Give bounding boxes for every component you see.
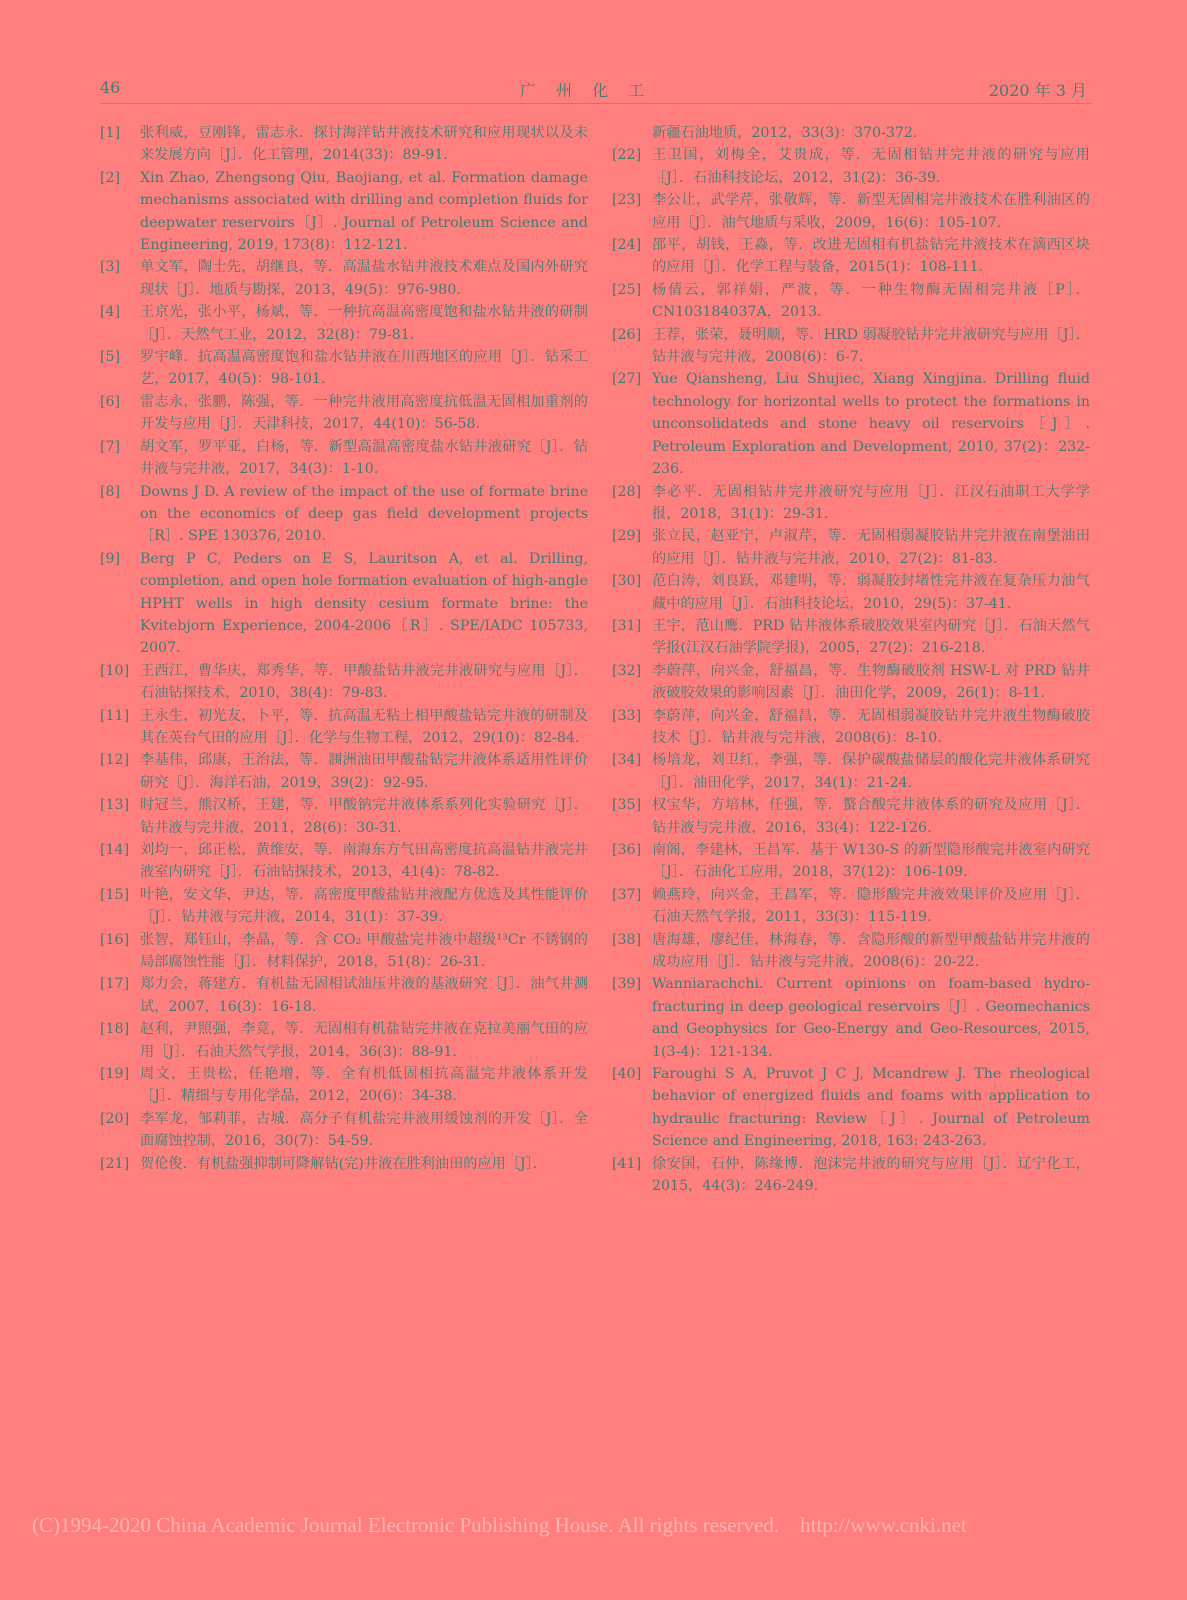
reference-item [612,973,1090,1063]
reference-item [612,615,1090,660]
reference-number: [15] [100,886,130,903]
reference-number: [9] [100,550,121,567]
reference-text: 唐海雄，廖纪佳，林海春，等．含隐形酸的新型甲酸盐钻井完井液的成功应用［J］．钻井液与完井液，2008(6)：20-22. [652,931,1090,971]
reference-text: 李公让，武学芹，张敬辉，等．新型无固相完井液技术在胜利油区的应用［J］．油气地质与采收，2009，16(6)：105-107. [652,192,1090,231]
reference-item [612,279,1090,324]
reference-item [100,301,588,346]
reference-number: [23] [612,192,642,209]
reference-text: 南阁，李建林，王昌军．基于 W130-S 的新型隐形酸完井液室内研究［J］．石油化工应用，2018，37(12)：106-109. [652,842,1090,881]
reference-text: 雷志永，张鹏，陈强，等．一种完井液用高密度抗低温无固相加重剂的开发与应用［J］．天津科技，2017，44(10)：56-58. [140,393,588,433]
reference-continuation: 新疆石油地质，2012，33(3)：370-372. [652,125,918,141]
reference-number: [29] [612,528,642,545]
reference-item [612,234,1090,279]
issue-date: 2020 年 3 月 [988,81,1087,100]
reference-number: [6] [100,393,121,410]
reference-item [100,973,588,1018]
copyright-footer: (C)1994-2020 China Academic Journal Electronic Publishing House. All rights reserved. http://www.cnki.net [32,1513,967,1537]
reference-item [612,794,1090,839]
reference-number: [31] [612,617,642,634]
reference-item [100,1063,588,1108]
reference-text: 李蔚萍，向兴金，舒福昌，等．生物酶破胶剂 HSW-L 对 PRD 钻井液破胶效果的影响因素［J］．油田化学，2009，26(1)：8-11. [652,662,1090,702]
reference-item [612,839,1090,884]
reference-text: 时冠兰，熊汉桥，王建，等．甲酸钠完井液体系系列化实验研究［J］．钻井液与完井液，2011，28(6)：30-31. [140,797,588,836]
reference-item [100,346,588,391]
reference-number: [35] [612,797,642,814]
reference-item [100,256,588,301]
reference-text: Downs J D. A review of the impact of the use of formate brine on the economics of deep gas field development projects［R］. SPE 130376, 2010. [140,483,588,545]
reference-text: 张智，郑钰山，李晶，等．含 CO₂ 甲酸盐完井液中超级¹³Cr 不锈钢的局部腐蚀性能［J］．材料保护，2018，51(8)：26-31. [140,931,588,971]
reference-text: 王荐，张荣，聂明顺，等．HRD 弱凝胶钻井完井液研究与应用［J］．钻井液与完井液，2008(6)：6-7. [652,326,1090,366]
reference-item [100,660,588,705]
reference-number: [13] [100,797,130,814]
reference-text: 周文，王贵松，任艳增，等．全有机低固相抗高温完井液体系开发［J］．精细与专用化学品，2012，20(6)：34-38. [140,1066,588,1105]
reference-text: 徐安国，石仲，陈缘博．泡沫完井液的研究与应用［J］．辽宁化工，2015，44(3)：246-249. [652,1155,1090,1195]
reference-item [612,749,1090,794]
reference-number: [38] [612,931,642,948]
reference-item [612,144,1090,189]
reference-item [100,436,588,481]
reference-number: [21] [100,1155,130,1172]
reference-number: [5] [100,349,121,366]
reference-item [612,884,1090,929]
reference-item [100,794,588,839]
reference-item [612,525,1090,570]
reference-item [100,167,588,257]
reference-number: [11] [100,707,130,724]
reference-number: [25] [612,281,642,298]
reference-number: [26] [612,326,642,343]
reference-column-right [612,122,1090,1198]
reference-text: 李必平．无固相钻井完井液研究与应用［J］．江汉石油职工大学学报，2018，31(1)：29-31. [652,483,1090,522]
reference-text: Xin Zhao, Zhengsong Qiu, Baojiang, et al. Formation damage mechanisms associated with drilling and completion fluids for deepwater reservoirs［J］. Journal of Petroleum Science and Engineering, 2019, 173(8)：112-121. [140,169,588,254]
reference-item [100,884,588,929]
reference-text: 张立民，赵亚宁，卢淑芹，等．无固相弱凝胶钻井完井液在南堡油田的应用［J］．钻井液与完井液，2010，27(2)：81-83. [652,528,1090,567]
reference-text: 单文军，陶士先，胡继良，等．高温盐水钻井液技术难点及国内外研究现状［J］．地质与勘探，2013，49(5)：976-980. [140,259,588,298]
reference-number: [10] [100,662,130,679]
reference-text: 李蔚萍，向兴金，舒福昌，等．无固相弱凝胶钻井完井液生物酶破胶技术［J］．钻井液与完井液，2008(6)：8-10. [652,707,1090,746]
reference-text: 赖燕玲，向兴金，王昌军，等．隐形酸完井液效果评价及应用［J］．石油天然气学报，2011，33(3)：115-119. [652,886,1090,926]
reference-number: [39] [612,976,642,993]
reference-item [612,1063,1090,1153]
reference-text: 李军龙，邹莉菲，古城．高分子有机盐完井液用缓蚀剂的开发［J］．全面腐蚀控制，2016，30(7)：54-59. [140,1110,588,1150]
reference-column-left [100,122,588,1175]
reference-number: [24] [612,237,642,254]
reference-text: 权宝华，方培林，任强，等．螯合酸完井液体系的研究及应用［J］．钻井液与完井液，2016，33(4)：122-126. [652,797,1090,836]
reference-number: [34] [612,752,642,769]
reference-text: 杨培龙，刘卫红，李强，等．保护碳酸盐储层的酸化完井液体系研究［J］．油田化学，2017，34(1)：21-24. [652,752,1090,791]
reference-text: 杨倩云，郭祥娟，严波，等．一种生物酶无固相完井液［P］．CN103184037A，2013. [652,281,1090,321]
reference-item [612,1153,1090,1198]
reference-number: [8] [100,483,121,500]
reference-number: [1] [100,125,121,141]
reference-number: [40] [612,1066,642,1083]
reference-text: 叶艳，安文华，尹达，等．高密度甲酸盐钻井液配方优选及其性能评价［J］．钻井液与完井液，2014，31(1)：37-39. [140,886,588,926]
reference-number: [41] [612,1155,642,1172]
reference-item [100,1108,588,1153]
reference-text: 王京光，张小平，杨斌，等．一种抗高温高密度饱和盐水钻井液的研制［J］．天然气工业，2012，32(8)：79-81. [140,304,588,343]
journal-title: 广州化工 [520,81,665,100]
reference-item [100,548,588,660]
reference-item [100,839,588,884]
reference-text: 王西江，曹华庆，郑秀华，等．甲酸盐钻井液完井液研究与应用［J］．石油钻探技术，2010，38(4)：79-83. [140,662,588,702]
reference-item [100,705,588,750]
reference-text: 王宇，范山鹰．PRD 钻井液体系破胶效果室内研究［J］．石油天然气学报(江汉石油学院学报)，2005，27(2)：216-218. [652,617,1090,657]
reference-number: [16] [100,931,130,948]
reference-item [612,481,1090,526]
reference-item [612,570,1090,615]
reference-item [100,122,588,167]
reference-item [612,324,1090,369]
reference-number: [22] [612,147,642,164]
reference-item [100,1153,588,1175]
reference-text: 王卫国，刘梅全，艾贵成，等．无固相钻井完井液的研究与应用［J］．石油科技论坛，2012，31(2)：36-39. [652,147,1090,186]
reference-text: 李基伟，邱康，王治法，等．涠洲油田甲酸盐钻完井液体系适用性评价研究［J］．海洋石油，2019，39(2)：92-95. [140,752,588,791]
reference-number: [20] [100,1110,130,1127]
reference-number: [4] [100,304,121,321]
reference-number: [14] [100,842,130,858]
reference-number: [3] [100,259,121,276]
reference-item [100,1018,588,1063]
reference-number: [18] [100,1021,130,1038]
header-rule [100,103,1091,104]
reference-text: 贺伦俊．有机盐强抑制可降解钻(完)井液在胜利油田的应用［J］． [140,1155,547,1172]
reference-text: Yue Qiansheng, Liu Shujiec, Xiang Xingjina. Drilling fluid technology for horizontal wells to protect the formations in unconsolidateds and stone heavy oil reservoirs［J］. Petroleum Exploration and Development, 2010, 37(2)：232-236. [652,371,1090,478]
reference-text: 胡文军，罗平亚，白杨，等．新型高温高密度盐水钻井液研究［J］．钻井液与完井液，2017，34(3)：1-10. [140,438,588,478]
reference-item [100,749,588,794]
reference-item [100,391,588,436]
reference-text: Wanniarachchi. Current opinions on foam-based hydro-fracturing in deep geological reservoirs［J］. Geomechanics and Geophysics for Geo-Energy and Geo-Resources, 2015, 1(3-4)：121-134. [652,976,1090,1060]
page-number: 46 [100,78,121,97]
reference-number: [2] [100,169,121,186]
reference-text: 张利威，豆刚锋，雷志永．探讨海洋钻井液技术研究和应用现状以及未来发展方向［J］．化工管理，2014(33)：89-91. [140,125,588,164]
reference-item [612,660,1090,705]
reference-text: 邵平，胡钱，王淼，等．改进无固相有机盐钻完井液技术在滴西区块的应用［J］．化学工程与装备，2015(1)：108-111. [652,237,1090,276]
reference-text: 范白涛，刘良跃，邓建明，等．弱凝胶封堵性完井液在复杂压力油气藏中的应用［J］．石油科技论坛，2010，29(5)：37-41. [652,573,1090,612]
reference-text: 赵利，尹照强，李竞，等．无固相有机盐钻完井液在克拉美丽气田的应用［J］．石油天然气学报，2014，36(3)：88-91. [140,1021,588,1060]
reference-number: [7] [100,438,121,455]
reference-text: 罗宇峰．抗高温高密度饱和盐水钻井液在川西地区的应用［J］．钻采工艺，2017，40(5)：98-101. [140,349,588,388]
reference-number: [32] [612,662,642,679]
reference-item [100,929,588,974]
reference-text: Faroughi S A, Pruvot J C J, Mcandrew J. The rheological behavior of energized fluids and foams with application to hydraulic fracturing: Review［J］. Journal of Petroleum Science and Engineering, 2018, 163: 243-263. [652,1066,1090,1150]
reference-item [612,929,1090,974]
reference-item [612,189,1090,234]
reference-number: [33] [612,707,642,724]
reference-item [612,705,1090,750]
reference-text: 刘均一，邱正松，黄维安，等．南海东方气田高密度抗高温钻井液完井液室内研究［J］．石油钻探技术，2013，41(4)：78-82. [140,842,588,881]
reference-item [612,368,1090,480]
reference-number: [28] [612,483,642,500]
reference-number: [17] [100,976,130,993]
reference-number: [12] [100,752,130,769]
reference-text: Berg P C, Peders on E S, Lauritson A, et al. Drilling, completion, and open hole formation evaluation of high-angle HPHT wells in high density cesium formate brine: the Kvitebjorn Experience, 2004-2006［R］. SPE/IADC 105733, 2007. [140,550,588,657]
reference-number: [36] [612,842,642,858]
reference-text: 郑力会，蒋建方．有机盐无固相试油压井液的基液研究［J］．油气井测试，2007，16(3)：16-18. [140,976,588,1015]
reference-text: 王永生，初光友，卜平，等．抗高温无粘土相甲酸盐钻完井液的研制及其在英台气田的应用［J］．化学与生物工程，2012，29(10)：82-84. [140,707,588,746]
reference-number: [27] [612,371,642,388]
reference-item [100,481,588,548]
reference-number: [30] [612,573,642,590]
reference-number: [37] [612,886,642,903]
reference-number: [19] [100,1066,130,1083]
